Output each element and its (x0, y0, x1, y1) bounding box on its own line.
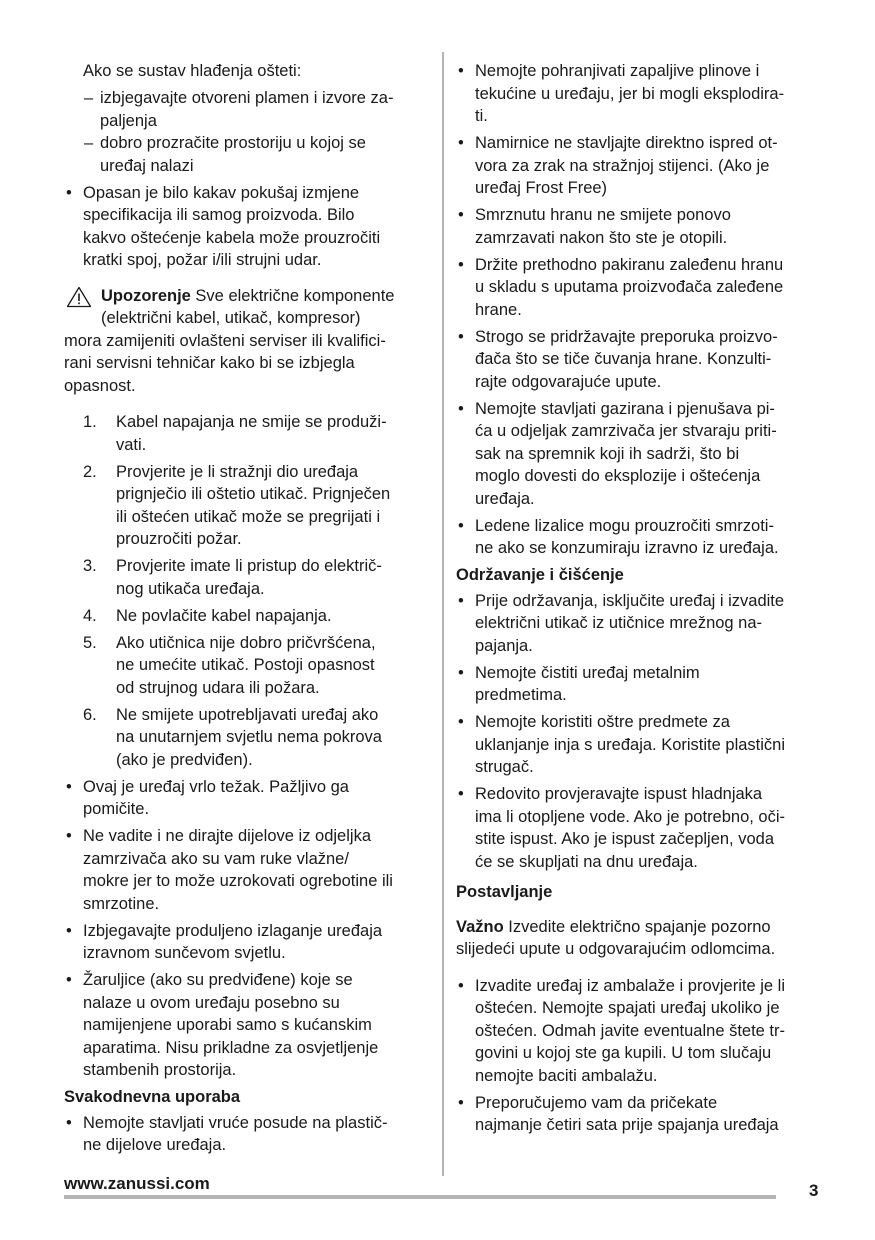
list-item: • Opasan je bilo kakav pokušaj izmjene specifikacija ili samog proizvoda. Bilo kakvo oštećenje kabela može prouzročiti kratki spoj, požar i/ili strujni udar. (64, 182, 432, 272)
numbered-list (64, 411, 432, 771)
list-item: • Držite prethodno pakiranu zaleđenu hranu u skladu s uputama proizvođača zaleđene hrane. (456, 254, 820, 322)
list-item: • Nemojte pohranjivati zapaljive plinove i tekućine u uređaju, jer bi mogli eksplodira- ti. (456, 60, 820, 128)
list-item: • Strogo se pridržavajte preporuka proizvo- đača što se tiče čuvanja hrane. Konzulti- rajte odgovarajuće upute. (456, 326, 820, 394)
numbered-item: 1. Kabel napajanja ne smije se produži- vati. (83, 413, 387, 454)
warning-block: Upozorenje Sve električne komponente (električni kabel, utikač, kompresor) mora zamijeniti ovlašteni serviser ili kvalifici- rani servisni tehničar kako bi se izbjegla opasnost. (64, 286, 395, 395)
footer-divider (64, 1195, 776, 1199)
list-item: • Izvadite uređaj iz ambalaže i provjerite je li oštećen. Nemojte spajati uređaj ukoliko je oštećen. Odmah javite eventualne štete tr- govini u kojoj ste ga kupili. U tom slučaju nemojte baciti ambalažu. (456, 975, 820, 1088)
list-item: • Nemojte stavljati vruće posude na plastič- ne dijelove uređaja. (64, 1112, 432, 1157)
dash-item: – izbjegavajte otvoreni plamen i izvore za- paljenja (84, 89, 394, 130)
list-item: • Prije održavanja, isključite uređaj i izvadite električni utikač iz utičnice mrežnog na- pajanja. (456, 590, 820, 658)
section-heading-daily-use: Svakodnevna uporaba (64, 1088, 241, 1106)
list-item: • Nemojte čistiti uređaj metalnim predmetima. (456, 662, 820, 707)
section-heading-maintenance: Održavanje i čišćenje (456, 566, 624, 584)
important-note: Važno Izvedite električno spajanje pozorno slijedeći upute u odgovarajućim odlomcima. (456, 917, 776, 958)
intro-text: Ako se sustav hlađenja ošteti: (83, 62, 302, 80)
list-item: • Ledene lizalice mogu prouzročiti smrzoti- ne ako se konzumiraju izravno iz uređaja. (456, 515, 820, 560)
warning-label: Upozorenje (101, 286, 191, 305)
important-label: Važno (456, 917, 504, 936)
column-divider (442, 52, 444, 1176)
list-item: • Žaruljice (ako su predviđene) koje se nalaze u ovom uređaju posebno su namijenjene uporabi samo s kućanskim aparatima. Nisu prikladne za osvjetljenje stambenih prostorija. (64, 969, 432, 1082)
numbered-item: 4. Ne povlačite kabel napajanja. (83, 606, 332, 625)
dash-item: – dobro prozračite prostoriju u kojoj se uređaj nalazi (84, 134, 366, 175)
list-item: • Redovito provjeravajte ispust hladnjaka ima li otopljene vode. Ako je potrebno, oči- stite ispust. Ako je ispust začepljen, voda će se skupljati na dnu uređaja. (456, 783, 820, 873)
footer-website: www.zanussi.com (64, 1174, 210, 1193)
numbered-item: 3. Provjerite imate li pristup do električ- nog utikača uređaja. (83, 557, 382, 598)
list-item: • Izbjegavajte produljeno izlaganje uređaja izravnom sunčevom svjetlu. (64, 920, 432, 965)
section-heading-installation: Postavljanje (456, 883, 553, 901)
page-number: 3 (809, 1181, 819, 1200)
list-item: • Smrznutu hranu ne smijete ponovo zamrzavati nakon što ste je otopili. (456, 204, 820, 249)
numbered-item: 2. Provjerite je li stražnji dio uređaja prignječio ili oštetio utikač. Prignječen ili oštećen utikač može se pregrijati i prouzročiti požar. (83, 462, 391, 548)
list-item: • Nemojte stavljati gazirana i pjenušava pi- ća u odjeljak zamrzivača jer stvaraju priti- sak na spremnik koji ih sadrži, što bi moglo dovesti do eksplozije i oštećenja uređaja. (456, 398, 820, 511)
numbered-item: 6. Ne smijete upotrebljavati uređaj ako na unutarnjem svjetlu nema pokrova (ako je predviđen). (83, 705, 382, 769)
list-item: • Ovaj je uređaj vrlo težak. Pažljivo ga pomičite. (64, 776, 432, 821)
warning-triangle-icon (66, 286, 92, 308)
list-item: • Nemojte koristiti oštre predmete za uklanjanje inja s uređaja. Koristite plastični strugač. (456, 711, 820, 779)
numbered-item: 5. Ako utičnica nije dobro pričvršćena, ne umećite utikač. Postoji opasnost od strujnog udara ili požara. (83, 633, 376, 697)
left-column (64, 60, 432, 1161)
list-item: • Namirnice ne stavljajte direktno ispred ot- vora za zrak na stražnjoj stijenci. (Ako je uređaj Frost Free) (456, 132, 820, 200)
list-item: • Preporučujemo vam da pričekate najmanje četiri sata prije spajanja uređaja (456, 1092, 820, 1137)
right-column (456, 60, 820, 1141)
list-item: • Ne vadite i ne dirajte dijelove iz odjeljka zamrzivača ako su vam ruke vlažne/ mokre jer to može uzrokovati ogrebotine ili smrzotine. (64, 825, 432, 915)
